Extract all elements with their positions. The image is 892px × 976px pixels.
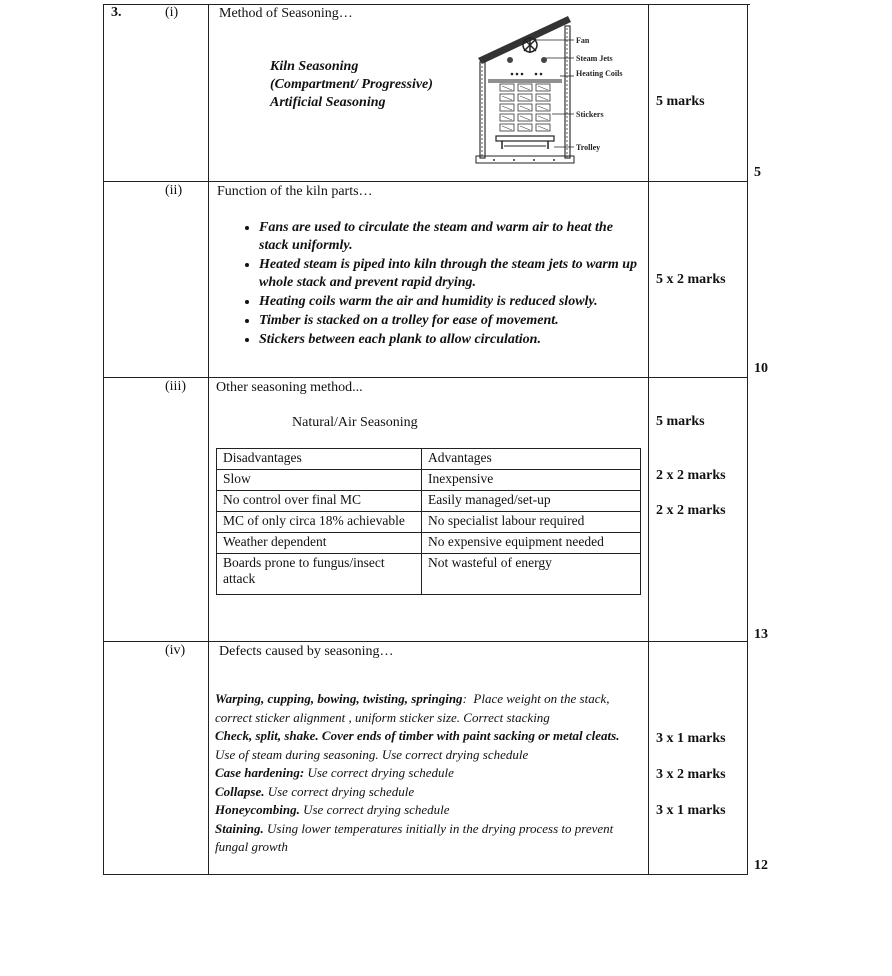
kiln-answer-line-1: Kiln Seasoning	[270, 59, 359, 74]
table-row	[217, 554, 641, 595]
section-iii-subheading: Natural/Air Seasoning	[292, 415, 418, 430]
defect-item: Warping, cupping, bowing, twisting, springing: Place weight on the stack, correct sticker alignment , uniform sticker size. Correct stacking	[215, 691, 610, 725]
function-list	[215, 219, 645, 350]
defect-item: Honeycombing. Use correct drying schedule	[215, 802, 450, 817]
table-cell: No expensive equipment needed	[422, 533, 641, 554]
part-label-ii: (ii)	[165, 183, 183, 198]
seasoning-comparison-table	[216, 448, 641, 595]
table-header-disadvantages: Disadvantages	[217, 449, 422, 470]
function-item: • Stickers between each plank to allow circulation.	[259, 331, 645, 349]
table-row	[217, 512, 641, 533]
table-cell: Weather dependent	[217, 533, 422, 554]
trolley	[496, 136, 554, 141]
diagram-label-trolley: Trolley	[576, 143, 601, 152]
diagram-label-stickers: Stickers	[576, 110, 604, 119]
kiln-floor	[476, 156, 574, 163]
diagram-label-steam-jets: Steam Jets	[576, 54, 613, 63]
grid-h1	[103, 181, 748, 182]
grid-v-marks	[648, 4, 649, 875]
defect-item: Collapse. Use correct drying schedule	[215, 783, 415, 799]
table-row	[217, 533, 641, 554]
section-iv-heading: Defects caused by seasoning…	[219, 644, 394, 659]
table-row	[217, 470, 641, 491]
section-iii-marks-3: 2 x 2 marks	[656, 503, 726, 518]
section-iii-marks-1: 5 marks	[656, 414, 705, 429]
kiln-diagram	[474, 14, 624, 170]
table-header-advantages: Advantages	[422, 449, 641, 470]
defect-item: Staining. Using lower temperatures initially in the drying process to prevent fungal growth	[215, 820, 614, 854]
section-iii-heading: Other seasoning method...	[216, 380, 363, 395]
table-cell: Inexpensive	[422, 470, 641, 491]
part-label-i: (i)	[165, 5, 179, 20]
section-iv-marks-2: 3 x 2 marks	[656, 767, 726, 782]
kiln-answer-line-3: Artificial Seasoning	[270, 95, 386, 110]
grid-bottom	[103, 874, 748, 875]
grid-v-right	[747, 4, 748, 875]
defect-item: Case hardening: Use correct drying schedule	[215, 765, 454, 780]
defects-list	[215, 690, 640, 857]
section-iv-marks-3: 3 x 1 marks	[656, 803, 726, 818]
grid-h3	[103, 641, 748, 642]
defect-item: Check, split, shake. Cover ends of timber with paint sacking or metal cleats. Use of steam during seasoning. Use correct drying schedule	[215, 728, 620, 762]
table-cell: No control over final MC	[217, 491, 422, 512]
section-i-marks: 5 marks	[656, 94, 705, 109]
table-cell: Not wasteful of energy	[422, 554, 641, 595]
table-header-row	[217, 449, 641, 470]
section-ii-heading: Function of the kiln parts…	[217, 184, 373, 199]
table-cell: Easily managed/set-up	[422, 491, 641, 512]
part-label-iii: (iii)	[165, 379, 186, 394]
table-cell: MC of only circa 18% achievable	[217, 512, 422, 533]
table-row	[217, 491, 641, 512]
grid-v-left	[103, 4, 104, 875]
section-iii-marks-2: 2 x 2 marks	[656, 468, 726, 483]
function-item: • Heated steam is piped into kiln through the steam jets to warm up whole stack and prevent rapid drying.	[259, 256, 645, 292]
function-item: • Heating coils warm the air and humidity is reduced slowly.	[259, 293, 645, 311]
part-label-iv: (iv)	[165, 643, 186, 658]
section-iv-marks-1: 3 x 1 marks	[656, 731, 726, 746]
section-iv-total: 12	[754, 858, 768, 873]
grid-v-part	[208, 4, 209, 875]
table-cell: Boards prone to fungus/insect attack	[217, 554, 422, 595]
diagram-label-heating-coils: Heating Coils	[576, 69, 623, 78]
question-number: 3.	[111, 5, 122, 20]
table-cell: No specialist labour required	[422, 512, 641, 533]
function-item: • Timber is stacked on a trolley for ease of movement.	[259, 312, 645, 330]
grid-top	[103, 4, 750, 5]
table-cell: Slow	[217, 470, 422, 491]
section-ii-marks: 5 x 2 marks	[656, 272, 726, 287]
kiln-answer-line-2: (Compartment/ Progressive)	[270, 77, 433, 92]
section-ii-total: 10	[754, 361, 768, 376]
section-i-total: 5	[754, 165, 761, 180]
grid-h2	[103, 377, 748, 378]
diagram-label-fan: Fan	[576, 36, 590, 45]
section-i-heading: Method of Seasoning…	[219, 6, 353, 21]
section-iii-total: 13	[754, 627, 768, 642]
function-item: • Fans are used to circulate the steam and warm air to heat the stack uniformly.	[259, 219, 645, 255]
